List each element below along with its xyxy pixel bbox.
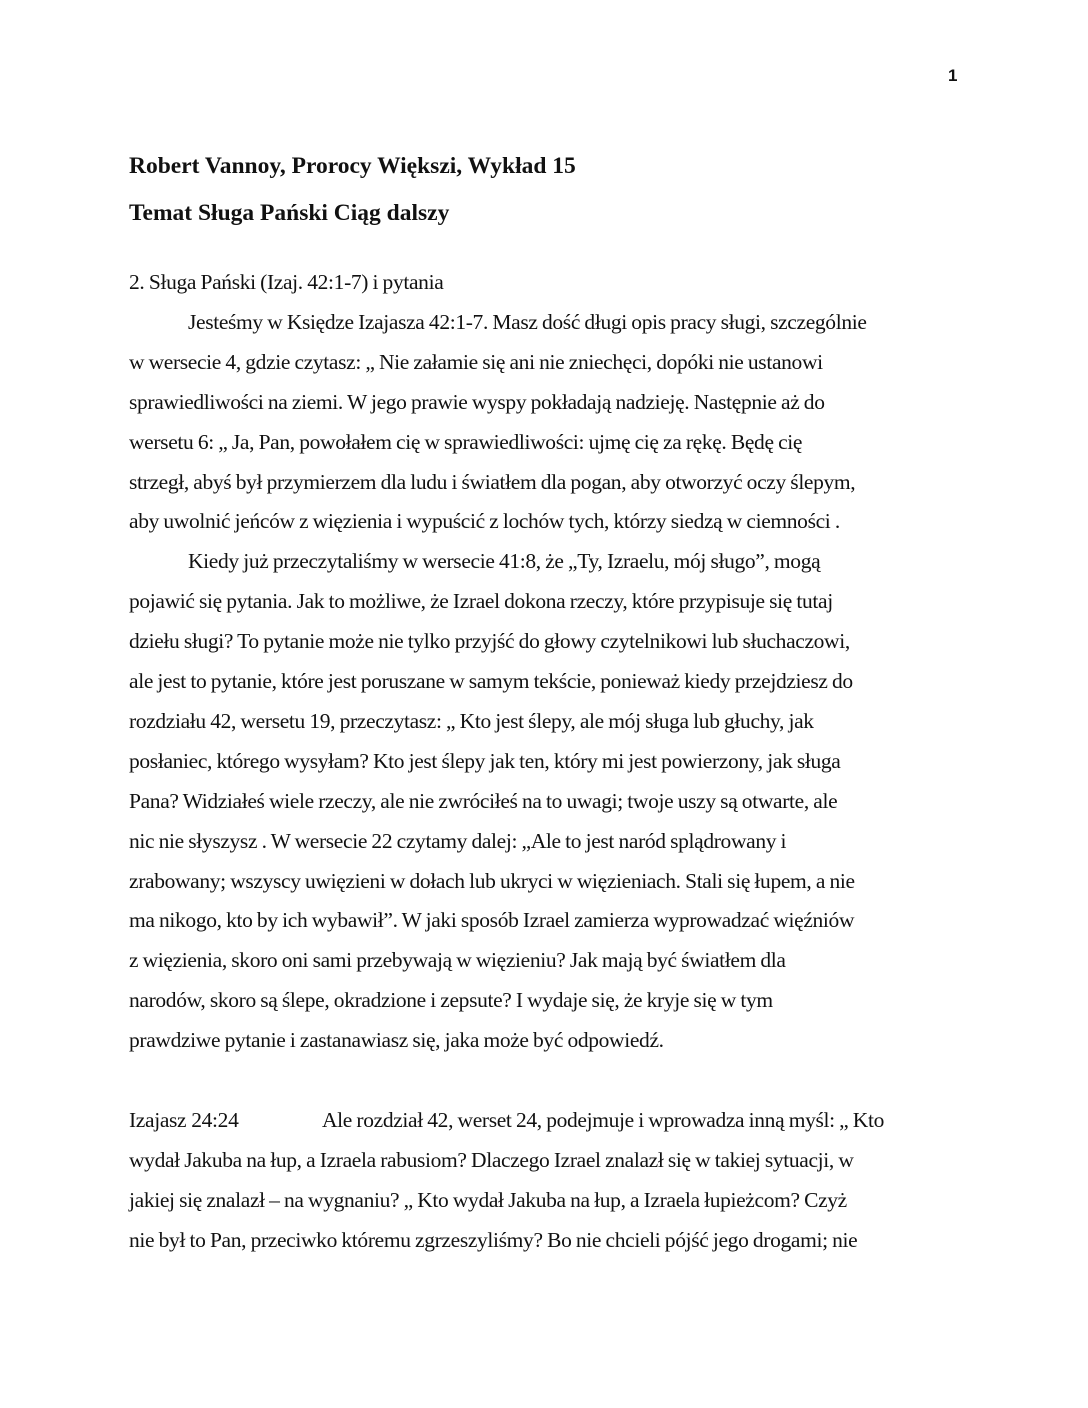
- text-line: nic nie słyszysz . W wersecie 22 czytamy dalej: „Ale to jest naród splądrowany i: [129, 829, 787, 853]
- text-line: Jesteśmy w Księdze Izajasza 42:1-7. Masz dość długi opis pracy sługi, szczególnie: [188, 310, 867, 334]
- text-line: ma nikogo, kto by ich wybawił”. W jaki sposób Izrael zamierza wyprowadzać więźniów: [129, 908, 855, 932]
- text-line: ale jest to pytanie, które jest poruszane w samym tekście, ponieważ kiedy przejdziesz do: [129, 669, 853, 693]
- text-line: w wersecie 4, gdzie czytasz: „ Nie załamie się ani nie zniechęci, dopóki nie ustanowi: [129, 350, 823, 374]
- text-line: aby uwolnić jeńców z więzienia i wypuścić z lochów tych, którzy siedzą w ciemności .: [129, 509, 840, 533]
- text-line: z więzienia, skoro oni sami przebywają w więzieniu? Jak mają być światłem dla: [129, 948, 786, 972]
- section-heading: 2. Sługa Pański (Izaj. 42:1-7) i pytania: [129, 270, 444, 294]
- text-line: posłaniec, którego wysyłam? Kto jest ślepy jak ten, który mi jest powierzony, jak sługa: [129, 749, 841, 773]
- page-number: 1: [948, 66, 958, 85]
- text-line: wersetu 6: „ Ja, Pan, powołałem cię w sprawiedliwości: ujmę cię za rękę. Będę cię: [129, 430, 803, 454]
- text-line: zrabowany; wszyscy uwięzieni w dołach lub ukryci w więzieniach. Stali się łupem, a nie: [129, 869, 855, 893]
- text-line: dziełu sługi? To pytanie może nie tylko przyjść do głowy czytelnikowi lub słuchaczowi,: [129, 629, 850, 653]
- text-line: pojawić się pytania. Jak to możliwe, że Izrael dokona rzeczy, które przypisuje się tutaj: [129, 589, 833, 613]
- text-line: rozdziału 42, wersetu 19, przeczytasz: „ Kto jest ślepy, ale mój sługa lub głuchy, jak: [129, 709, 814, 733]
- text-line: Pana? Widziałeś wiele rzeczy, ale nie zwróciłeś na to uwagi; twoje uszy są otwarte, ale: [129, 789, 838, 813]
- text-line: narodów, skoro są ślepe, okradzione i zepsute? I wydaje się, że kryje się w tym: [129, 988, 773, 1012]
- text-line: jakiej się znalazł – na wygnaniu? „ Kto wydał Jakuba na łup, a Izraela łupieżcom? Czyż: [129, 1188, 847, 1212]
- text-line: strzegł, abyś był przymierzem dla ludu i światłem dla pogan, aby otworzyć oczy ślepym,: [129, 470, 856, 494]
- text-line: Ale rozdział 42, werset 24, podejmuje i wprowadza inną myśl: „ Kto: [322, 1108, 884, 1132]
- text-line: prawdziwe pytanie i zastanawiasz się, jaka może być odpowiedź.: [129, 1028, 664, 1052]
- text-line: wydał Jakuba na łup, a Izraela rabusiom? Dlaczego Izrael znalazł się w takiej sytuacji, w: [129, 1148, 854, 1172]
- document-title: Robert Vannoy, Prorocy Większi, Wykład 15: [129, 153, 576, 179]
- text-line: sprawiedliwości na ziemi. W jego prawie wyspy pokładają nadzieję. Następnie aż do: [129, 390, 825, 414]
- text-line: Kiedy już przeczytaliśmy w wersecie 41:8, że „Ty, Izraelu, mój sługo”, mogą: [188, 549, 821, 573]
- text-line: nie był to Pan, przeciwko któremu zgrzeszyliśmy? Bo nie chcieli pójść jego drogami; nie: [129, 1228, 858, 1252]
- document-subtitle: Temat Sługa Pański Ciąg dalszy: [129, 200, 450, 226]
- reference-label: Izajasz 24:24: [129, 1108, 239, 1132]
